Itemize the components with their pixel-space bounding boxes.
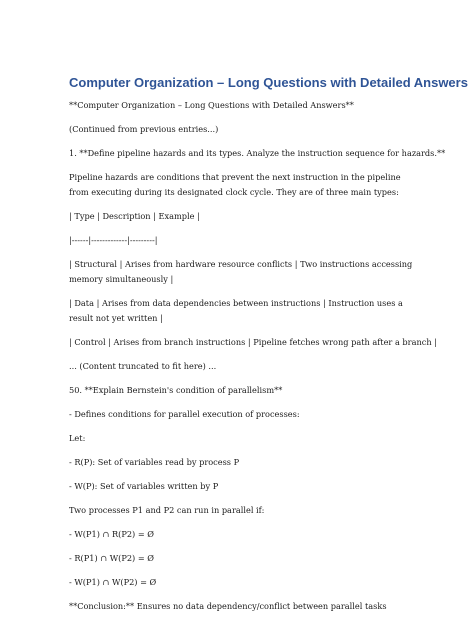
paragraph-write-set: - W(P): Set of variables written by P xyxy=(69,481,219,491)
table-separator-row: |------|-------------|---------| xyxy=(69,235,158,245)
paragraph-read-set: - R(P): Set of variables read by process P xyxy=(69,457,240,467)
table-header-row: | Type | Description | Example | xyxy=(69,211,200,221)
table-row-control: | Control | Arises from branch instructions | Pipeline fetches wrong path after a branch | xyxy=(69,337,437,347)
paragraph-hazards-definition: Pipeline hazards are conditions that prevent the next instruction in the pipeline from executing during its designated clock cycle. They are of three main types: xyxy=(69,172,401,197)
paragraph-question-50: 50. **Explain Bernstein's condition of parallelism** xyxy=(69,385,283,395)
table-row-structural: | Structural | Arises from hardware resource conflicts | Two instructions accessing memory simultaneously | xyxy=(69,259,413,284)
paragraph-conclusion: **Conclusion:** Ensures no data dependency/conflict between parallel tasks xyxy=(69,601,387,611)
paragraph-bold-heading: **Computer Organization – Long Questions with Detailed Answers** xyxy=(69,100,354,110)
table-row-data: | Data | Arises from data dependencies between instructions | Instruction uses a result not yet written | xyxy=(69,298,403,323)
paragraph-let: Let: xyxy=(69,433,86,443)
paragraph-parallel-condition: Two processes P1 and P2 can run in parallel if: xyxy=(69,505,265,515)
paragraph-bernstein-defines: - Defines conditions for parallel execution of processes: xyxy=(69,409,300,419)
paragraph-continued-note: (Continued from previous entries...) xyxy=(69,124,219,134)
paragraph-condition-1: - W(P1) ∩ R(P2) = Ø xyxy=(69,529,155,539)
paragraph-question-1: 1. **Define pipeline hazards and its types. Analyze the instruction sequence for hazards.** xyxy=(69,148,446,158)
paragraph-condition-2: - R(P1) ∩ W(P2) = Ø xyxy=(69,553,155,563)
paragraph-condition-3: - W(P1) ∩ W(P2) = Ø xyxy=(69,577,157,587)
document-title: Computer Organization – Long Questions with Detailed Answers xyxy=(69,75,468,90)
paragraph-truncated-note: ... (Content truncated to fit here) ... xyxy=(69,361,217,371)
document-page xyxy=(69,74,468,623)
